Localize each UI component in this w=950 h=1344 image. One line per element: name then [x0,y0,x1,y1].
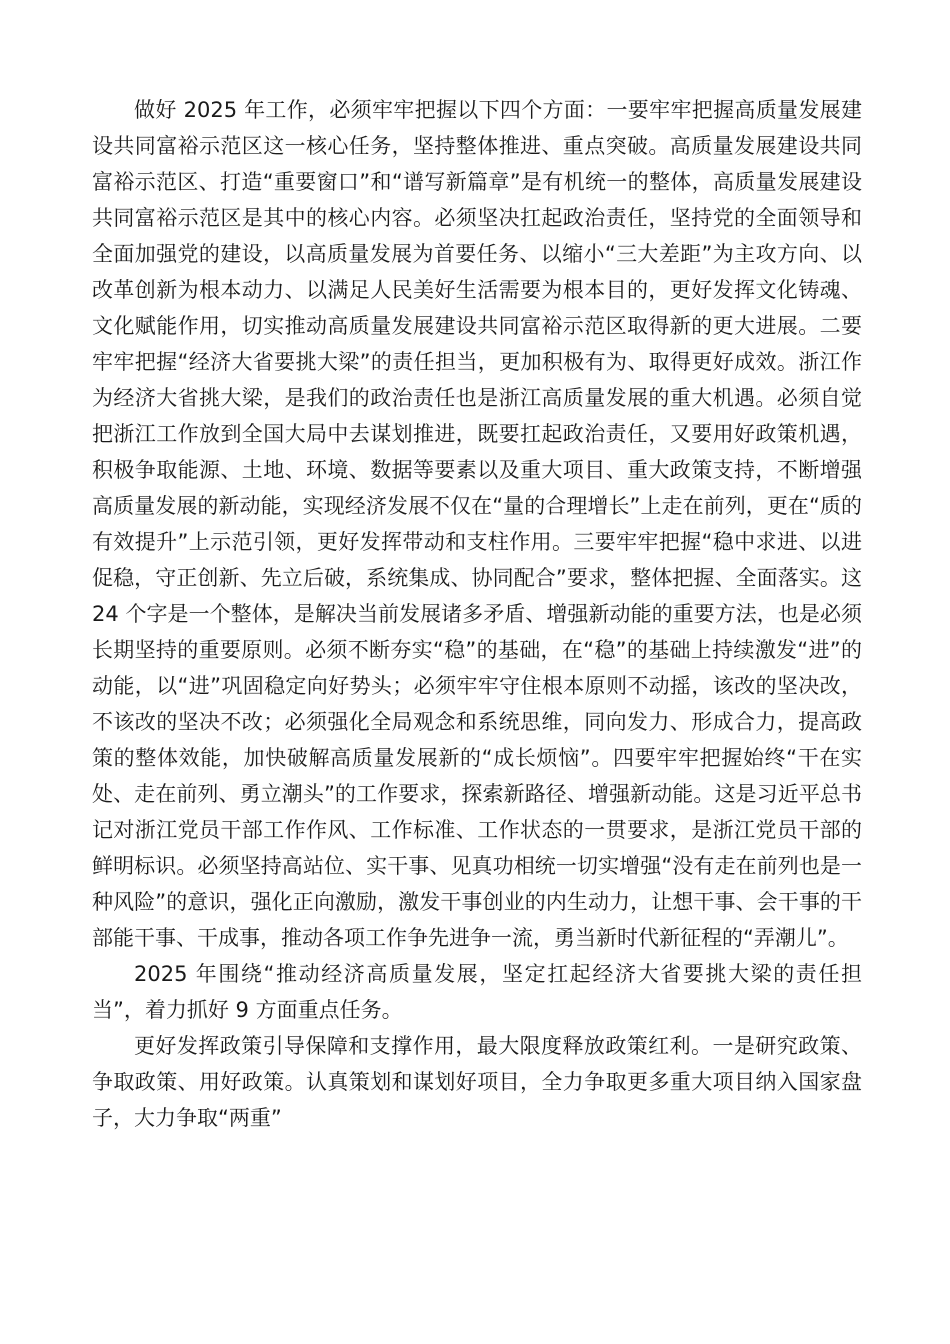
paragraph-key-tasks: 2025 年围绕“推动经济高质量发展，坚定扛起经济大省要挑大梁的责任担当”，着力抓好 9 方面重点任务。 [92,962,862,1022]
paragraph-policy-support: 更好发挥政策引导保障和支撑作用，最大限度释放政策红利。一是研究政策、争取政策、用好政策。认真策划和谋划好项目，全力争取更多重大项目纳入国家盘子，大力争取“两重” [92,1034,862,1130]
paragraph-work-2025: 做好 2025 年工作，必须牢牢把握以下四个方面：一要牢牢把握高质量发展建设共同富裕示范区这一核心任务，坚持整体推进、重点突破。高质量发展建设共同富裕示范区、打造“重要窗口”和“谱写新篇章”是有机统一的整体，高质量发展建设共同富裕示范区是其中的核心内容。必须坚决扛起政治责任，坚持党的全面领导和全面加强党的建设，以高质量发展为首要任务、以缩小“三大差距”为主攻方向、以改革创新为根本动力、以满足人民美好生活需要为根本目的，更好发挥文化铸魂、文化赋能作用，切实推动高质量发展建设共同富裕示范区取得新的更大进展。二要牢牢把握“经济大省要挑大梁”的责任担当，更加积极有为、取得更好成效。浙江作为经济大省挑大梁，是我们的政治责任也是浙江高质量发展的重大机遇。必须自觉把浙江工作放到全国大局中去谋划推进，既要扛起政治责任，又要用好政策机遇，积极争取能源、土地、环境、数据等要素以及重大项目、重大政策支持，不断增强高质量发展的新动能，实现经济发展不仅在“量的合理增长”上走在前列，更在“质的有效提升”上示范引领，更好发挥带动和支柱作用。三要牢牢把握“稳中求进、以进促稳，守正创新、先立后破，系统集成、协同配合”要求，整体把握、全面落实。这 24 个字是一个整体，是解决当前发展诸多矛盾、增强新动能的重要方法，也是必须长期坚持的重要原则。必须不断夯实“稳”的基础，在“稳”的基础上持续激发“进”的动能，以“进”巩固稳定向好势头；必须牢牢守住根本原则不动摇，该改的坚决改，不该改的坚决不改；必须强化全局观念和系统思维，同向发力、形成合力，提高政策的整体效能，加快破解高质量发展新的“成长烦恼”。四要牢牢把握始终“干在实处、走在前列、勇立潮头”的工作要求，探索新路径、增强新动能。这是习近平总书记对浙江党员干部工作作风、工作标准、工作状态的一贯要求，是浙江党员干部的鲜明标识。必须坚持高站位、实干事、见真功相统一切实增强“没有走在前列也是一种风险”的意识，强化正向激励，激发干事创业的内生动力，让想干事、会干事的干部能干事、干成事，推动各项工作争先进争一流，勇当新时代新征程的“弄潮儿”。 [92,98,862,950]
document-body [92,92,862,1136]
